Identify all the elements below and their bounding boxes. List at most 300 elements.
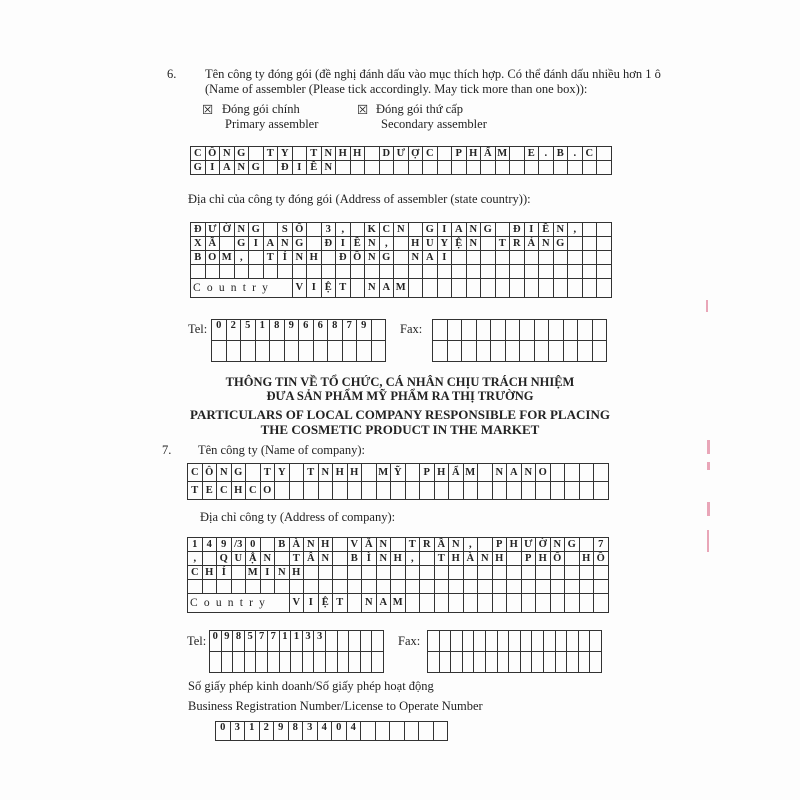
grid-cell[interactable] [492,482,507,500]
grid-cell[interactable] [292,265,307,279]
grid-cell[interactable] [481,265,496,279]
grid-cell[interactable] [333,538,348,552]
grid-cell[interactable] [449,594,464,613]
grid-cell[interactable]: G [292,237,307,251]
grid-cell[interactable]: , [188,552,203,566]
grid-cell[interactable] [420,552,435,566]
grid-cell[interactable]: Ệ [321,279,336,298]
grid-cell[interactable] [302,652,314,673]
grid-cell[interactable] [275,580,290,594]
grid-cell[interactable]: Ồ [350,251,365,265]
grid-cell[interactable]: 3 [303,722,318,741]
grid-cell[interactable]: Ẩ [481,147,496,161]
grid-cell[interactable]: Y [278,147,293,161]
grid-cell[interactable]: 0 [216,722,231,741]
grid-cell[interactable] [394,237,409,251]
grid-cell[interactable] [342,341,357,362]
grid-cell[interactable] [452,161,467,175]
grid-cell[interactable]: T [188,482,203,500]
grid-cell[interactable] [463,580,478,594]
grid-cell[interactable]: Ă [362,538,377,552]
grid-cell[interactable]: C [423,147,438,161]
grid-cell[interactable] [478,594,493,613]
grid-cell[interactable]: P [420,464,435,482]
grid-cell[interactable]: N [234,223,249,237]
grid-cell[interactable] [492,580,507,594]
grid-cell[interactable]: N [321,161,336,175]
grid-cell[interactable] [275,482,290,500]
grid-cell[interactable] [495,251,510,265]
grid-cell[interactable]: H [536,552,551,566]
grid-cell[interactable] [434,482,449,500]
grid-cell[interactable] [553,279,568,298]
grid-cell[interactable]: , [405,552,420,566]
grid-cell[interactable]: 1 [245,722,260,741]
grid-cell[interactable] [539,251,554,265]
grid-cell[interactable] [582,265,597,279]
grid-cell[interactable]: T [304,464,319,482]
grid-cell[interactable]: I [249,237,264,251]
grid-cell[interactable]: À [463,552,478,566]
grid-cell[interactable] [391,538,406,552]
grid-cell[interactable] [437,147,452,161]
grid-cell[interactable] [497,631,509,652]
grid-cell[interactable]: Ề [350,237,365,251]
grid-cell[interactable] [362,482,377,500]
grid-cell[interactable]: Đ [510,223,525,237]
grid-cell[interactable] [543,652,555,673]
grid-cell[interactable]: H [202,566,217,580]
grid-cell[interactable] [532,631,544,652]
grid-cell[interactable]: 1 [291,631,303,652]
grid-cell[interactable] [497,652,509,673]
grid-cell[interactable]: D [379,147,394,161]
grid-cell[interactable]: 3 [302,631,314,652]
grid-cell[interactable] [567,631,579,652]
grid-cell[interactable] [408,223,423,237]
grid-cell[interactable]: N [321,147,336,161]
grid-cell[interactable] [350,265,365,279]
grid-cell[interactable] [437,161,452,175]
grid-cell[interactable] [524,161,539,175]
license-number-grid[interactable] [215,721,448,741]
grid-cell[interactable]: N [492,464,507,482]
grid-cell[interactable]: Ỹ [391,464,406,482]
assembler-fax-grid[interactable] [432,319,607,362]
grid-cell[interactable] [550,566,565,580]
grid-cell[interactable]: H [466,147,481,161]
grid-cell[interactable] [390,722,405,741]
grid-cell[interactable]: I [292,161,307,175]
grid-cell[interactable] [420,482,435,500]
grid-cell[interactable]: C [379,223,394,237]
grid-cell[interactable] [597,147,612,161]
grid-cell[interactable] [534,320,549,341]
grid-cell[interactable]: N [234,161,249,175]
grid-cell[interactable]: 6 [299,320,314,341]
grid-cell[interactable]: Ệ [452,237,467,251]
grid-cell[interactable]: S [278,223,293,237]
grid-cell[interactable]: H [579,552,594,566]
grid-cell[interactable] [452,251,467,265]
grid-cell[interactable]: N [365,251,380,265]
grid-cell[interactable]: Ả [524,237,539,251]
grid-cell[interactable]: G [249,223,264,237]
grid-cell[interactable] [553,265,568,279]
grid-cell[interactable] [371,320,386,341]
grid-cell[interactable]: T [263,147,278,161]
grid-cell[interactable]: 7 [594,538,609,552]
grid-cell[interactable] [510,279,525,298]
grid-cell[interactable]: Ẩ [449,464,464,482]
grid-cell[interactable]: C [217,482,232,500]
grid-cell[interactable]: I [307,279,322,298]
grid-cell[interactable] [349,652,361,673]
grid-cell[interactable]: Ô [202,464,217,482]
grid-cell[interactable]: N [376,552,391,566]
grid-cell[interactable]: A [507,464,522,482]
grid-cell[interactable]: I [437,251,452,265]
grid-cell[interactable] [466,161,481,175]
grid-cell[interactable]: I [336,237,351,251]
grid-cell[interactable]: 9 [221,631,233,652]
grid-cell[interactable] [521,594,536,613]
grid-cell[interactable] [550,594,565,613]
grid-cell[interactable] [191,265,206,279]
grid-cell[interactable] [452,265,467,279]
grid-cell[interactable] [428,652,440,673]
company-fax-grid[interactable] [427,630,602,673]
assembler-address-grid[interactable] [190,222,612,298]
grid-cell[interactable] [520,631,532,652]
grid-cell[interactable]: A [379,279,394,298]
grid-cell[interactable]: M [463,464,478,482]
grid-cell[interactable]: M [394,279,409,298]
grid-cell[interactable] [408,265,423,279]
grid-cell[interactable] [361,722,376,741]
grid-cell[interactable]: Ì [362,552,377,566]
grid-cell[interactable] [555,652,567,673]
grid-cell[interactable]: 5 [244,631,256,652]
grid-cell[interactable] [202,552,217,566]
grid-cell[interactable] [307,237,322,251]
grid-cell[interactable] [278,265,293,279]
grid-cell[interactable]: H [318,538,333,552]
grid-cell[interactable] [597,265,612,279]
grid-cell[interactable] [394,161,409,175]
grid-cell[interactable] [521,482,536,500]
grid-cell[interactable] [376,566,391,580]
grid-cell[interactable]: , [336,223,351,237]
grid-cell[interactable] [555,631,567,652]
grid-cell[interactable]: H [492,552,507,566]
grid-cell[interactable]: G [249,161,264,175]
grid-cell[interactable] [321,251,336,265]
grid-cell[interactable]: . [539,147,554,161]
grid-cell[interactable] [578,652,590,673]
grid-cell[interactable]: G [231,464,246,482]
grid-cell[interactable] [507,552,522,566]
grid-cell[interactable] [347,580,362,594]
grid-cell[interactable]: N [394,223,409,237]
grid-cell[interactable]: Q [217,552,232,566]
grid-cell[interactable]: Ờ [536,538,551,552]
grid-cell[interactable]: G [565,538,580,552]
grid-cell[interactable]: H [350,147,365,161]
grid-cell[interactable] [592,320,607,341]
grid-cell[interactable] [434,580,449,594]
grid-cell[interactable] [466,265,481,279]
grid-cell[interactable] [394,251,409,265]
grid-cell[interactable] [505,320,520,341]
grid-cell[interactable]: P [452,147,467,161]
grid-cell[interactable] [404,722,419,741]
grid-cell[interactable] [594,594,609,613]
grid-cell[interactable] [365,147,380,161]
grid-cell[interactable]: M [246,566,261,580]
grid-cell[interactable] [241,341,256,362]
grid-cell[interactable] [568,279,583,298]
grid-cell[interactable]: M [376,464,391,482]
grid-cell[interactable]: 9 [357,320,372,341]
grid-cell[interactable]: B [347,552,362,566]
grid-cell[interactable]: C [246,482,261,500]
grid-cell[interactable] [304,482,319,500]
grid-cell[interactable] [405,566,420,580]
grid-cell[interactable] [292,147,307,161]
grid-cell[interactable] [375,722,390,741]
grid-cell[interactable] [451,631,463,652]
grid-cell[interactable] [314,652,326,673]
grid-cell[interactable]: Ề [539,223,554,237]
grid-cell[interactable] [578,320,593,341]
grid-cell[interactable] [491,320,506,341]
grid-cell[interactable]: T [289,552,304,566]
grid-cell[interactable] [447,320,462,341]
grid-cell[interactable]: N [217,464,232,482]
grid-cell[interactable] [462,652,474,673]
grid-cell[interactable] [376,482,391,500]
grid-cell[interactable] [391,580,406,594]
grid-cell[interactable] [249,147,264,161]
grid-cell[interactable]: 5 [241,320,256,341]
grid-cell[interactable]: T [434,552,449,566]
grid-cell[interactable] [451,652,463,673]
grid-cell[interactable] [478,580,493,594]
grid-cell[interactable] [234,265,249,279]
grid-cell[interactable]: N [466,223,481,237]
grid-cell[interactable] [372,652,384,673]
grid-cell[interactable] [233,652,245,673]
grid-cell[interactable] [318,580,333,594]
grid-cell[interactable] [568,251,583,265]
grid-cell[interactable] [350,223,365,237]
grid-cell[interactable] [365,161,380,175]
grid-cell[interactable] [594,580,609,594]
grid-cell[interactable]: R [510,237,525,251]
grid-cell[interactable]: H [289,566,304,580]
grid-cell[interactable]: . [568,147,583,161]
grid-cell[interactable]: Y [275,464,290,482]
grid-cell[interactable] [495,279,510,298]
grid-cell[interactable] [391,482,406,500]
grid-cell[interactable]: H [507,538,522,552]
grid-cell[interactable] [524,251,539,265]
grid-cell[interactable]: 7 [342,320,357,341]
grid-cell[interactable] [267,652,279,673]
grid-cell[interactable]: Ô [205,147,220,161]
grid-cell[interactable] [205,265,220,279]
grid-cell[interactable]: O [260,482,275,500]
grid-cell[interactable]: U [423,237,438,251]
grid-cell[interactable] [481,237,496,251]
grid-cell[interactable] [350,161,365,175]
grid-cell[interactable] [328,341,343,362]
primary-assembler-checkbox[interactable]: ☒ [202,103,214,117]
grid-cell[interactable]: Đ [336,251,351,265]
grid-cell[interactable] [521,566,536,580]
grid-cell[interactable] [565,594,580,613]
grid-cell[interactable]: N [449,538,464,552]
grid-cell[interactable]: M [220,251,235,265]
grid-cell[interactable]: 0 [246,538,261,552]
grid-cell[interactable] [249,251,264,265]
grid-cell[interactable]: 9 [284,320,299,341]
grid-cell[interactable] [565,566,580,580]
grid-cell[interactable]: H [391,552,406,566]
grid-cell[interactable] [405,580,420,594]
grid-cell[interactable] [520,341,535,362]
grid-cell[interactable] [478,566,493,580]
grid-cell[interactable]: T [495,237,510,251]
grid-cell[interactable] [481,279,496,298]
grid-cell[interactable]: 0 [332,722,347,741]
grid-cell[interactable] [524,265,539,279]
grid-cell[interactable] [463,482,478,500]
grid-cell[interactable] [423,161,438,175]
grid-cell[interactable] [510,147,525,161]
grid-cell[interactable]: 1 [188,538,203,552]
grid-cell[interactable] [532,652,544,673]
grid-cell[interactable] [249,265,264,279]
grid-cell[interactable] [466,251,481,265]
grid-cell[interactable] [336,161,351,175]
grid-cell[interactable] [433,341,448,362]
grid-cell[interactable] [582,161,597,175]
grid-cell[interactable] [578,631,590,652]
grid-cell[interactable]: Ờ [220,223,235,237]
company-tel-grid[interactable] [209,630,384,673]
grid-cell[interactable] [434,566,449,580]
grid-cell[interactable] [539,161,554,175]
grid-cell[interactable]: À [289,538,304,552]
grid-cell[interactable] [478,482,493,500]
grid-cell[interactable]: 7 [256,631,268,652]
grid-cell[interactable]: E [524,147,539,161]
grid-cell[interactable]: I [205,161,220,175]
grid-cell[interactable] [423,265,438,279]
assembler-name-grid[interactable] [190,146,612,175]
grid-cell[interactable] [420,566,435,580]
grid-cell[interactable]: H [336,147,351,161]
grid-cell[interactable] [408,161,423,175]
grid-cell[interactable] [549,341,564,362]
grid-cell[interactable] [549,320,564,341]
grid-cell[interactable]: Ỉ [278,251,293,265]
grid-cell[interactable] [289,580,304,594]
grid-cell[interactable]: N [376,538,391,552]
grid-cell[interactable] [579,538,594,552]
grid-cell[interactable] [437,279,452,298]
grid-cell[interactable] [582,223,597,237]
grid-cell[interactable] [492,566,507,580]
grid-cell[interactable]: Ư [521,538,536,552]
grid-cell[interactable]: N [550,538,565,552]
company-address-grid[interactable] [187,537,609,613]
grid-cell[interactable]: G [379,251,394,265]
grid-cell[interactable] [270,341,285,362]
grid-cell[interactable]: 9 [217,538,232,552]
grid-cell[interactable] [360,631,372,652]
grid-cell[interactable] [507,482,522,500]
grid-cell[interactable] [592,341,607,362]
grid-cell[interactable]: N [318,464,333,482]
grid-cell[interactable]: Ầ [434,538,449,552]
grid-cell[interactable] [437,265,452,279]
grid-cell[interactable] [304,580,319,594]
grid-cell[interactable] [481,161,496,175]
grid-cell[interactable] [550,482,565,500]
grid-cell[interactable]: 3 [321,223,336,237]
grid-cell[interactable] [510,161,525,175]
grid-cell[interactable] [597,223,612,237]
grid-cell[interactable] [419,722,434,741]
grid-cell[interactable] [476,341,491,362]
grid-cell[interactable] [590,631,602,652]
grid-cell[interactable] [478,464,493,482]
grid-cell[interactable]: 3 [314,631,326,652]
grid-cell[interactable]: I [260,566,275,580]
grid-cell[interactable]: V [289,594,304,613]
grid-cell[interactable] [536,566,551,580]
grid-cell[interactable]: M [495,147,510,161]
grid-cell[interactable]: V [292,279,307,298]
grid-cell[interactable] [536,482,551,500]
grid-cell[interactable]: A [423,251,438,265]
grid-cell[interactable]: 7 [267,631,279,652]
grid-cell[interactable]: G [234,147,249,161]
grid-cell[interactable]: 9 [274,722,289,741]
grid-cell[interactable] [433,722,448,741]
grid-cell[interactable] [325,631,337,652]
grid-cell[interactable] [379,265,394,279]
grid-cell[interactable]: N [365,237,380,251]
grid-cell[interactable]: 3 [230,722,245,741]
grid-cell[interactable] [379,161,394,175]
grid-cell[interactable]: A [452,223,467,237]
grid-cell[interactable]: G [553,237,568,251]
grid-cell[interactable] [478,538,493,552]
grid-cell[interactable] [594,482,609,500]
grid-cell[interactable] [520,652,532,673]
grid-cell[interactable] [220,265,235,279]
grid-cell[interactable] [565,580,580,594]
grid-cell[interactable] [565,552,580,566]
grid-cell[interactable] [284,341,299,362]
grid-cell[interactable]: 8 [288,722,303,741]
grid-cell[interactable]: N [553,223,568,237]
grid-cell[interactable] [299,341,314,362]
